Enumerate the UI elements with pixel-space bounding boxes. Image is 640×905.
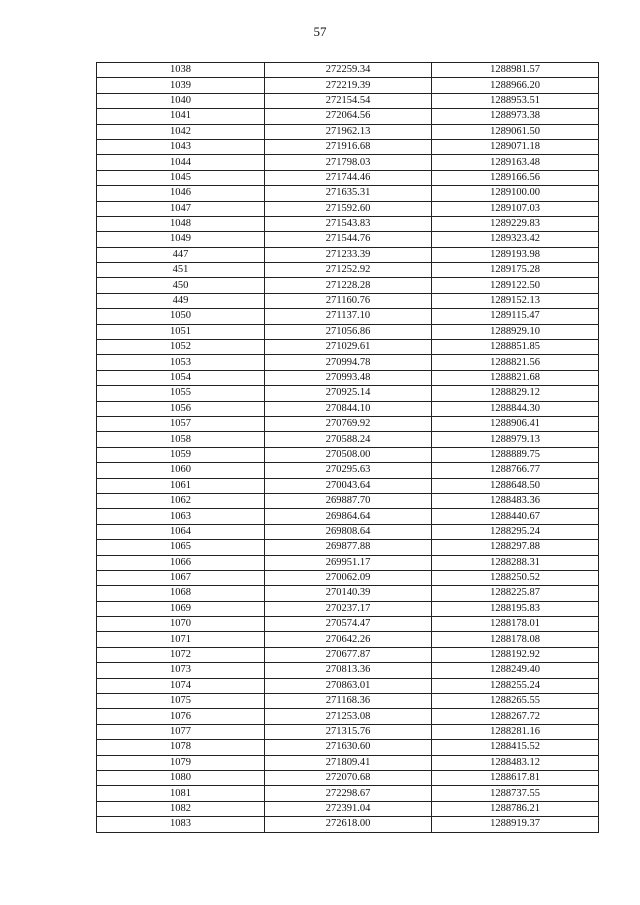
table-row (97, 432, 599, 447)
point-number-cell: 1039 (97, 78, 265, 93)
y-coordinate-cell: 1288953.51 (432, 93, 599, 108)
y-coordinate-cell: 1288178.08 (432, 632, 599, 647)
y-coordinate-cell: 1288737.55 (432, 786, 599, 801)
table-row (97, 216, 599, 231)
point-number-cell: 1063 (97, 509, 265, 524)
x-coordinate-cell: 271056.86 (265, 324, 432, 339)
table-row (97, 263, 599, 278)
table-row (97, 63, 599, 78)
y-coordinate-cell: 1288267.72 (432, 709, 599, 724)
point-number-cell: 1057 (97, 416, 265, 431)
x-coordinate-cell: 272219.39 (265, 78, 432, 93)
table-row (97, 355, 599, 370)
y-coordinate-cell: 1288821.68 (432, 370, 599, 385)
point-number-cell: 1083 (97, 817, 265, 832)
x-coordinate-cell: 270863.01 (265, 678, 432, 693)
y-coordinate-cell: 1288766.77 (432, 463, 599, 478)
table-row (97, 463, 599, 478)
x-coordinate-cell: 271630.60 (265, 740, 432, 755)
point-number-cell: 1058 (97, 432, 265, 447)
table-row (97, 694, 599, 709)
x-coordinate-cell: 270844.10 (265, 401, 432, 416)
x-coordinate-cell: 271168.36 (265, 694, 432, 709)
y-coordinate-cell: 1288821.56 (432, 355, 599, 370)
point-number-cell: 447 (97, 247, 265, 262)
x-coordinate-cell: 271744.46 (265, 170, 432, 185)
x-coordinate-cell: 270062.09 (265, 570, 432, 585)
y-coordinate-cell: 1288195.83 (432, 601, 599, 616)
y-coordinate-cell: 1289071.18 (432, 139, 599, 154)
x-coordinate-cell: 270043.64 (265, 478, 432, 493)
point-number-cell: 1045 (97, 170, 265, 185)
x-coordinate-cell: 271233.39 (265, 247, 432, 262)
table-row (97, 186, 599, 201)
table-row (97, 570, 599, 585)
y-coordinate-cell: 1288297.88 (432, 540, 599, 555)
x-coordinate-cell: 271798.03 (265, 155, 432, 170)
x-coordinate-cell: 270642.26 (265, 632, 432, 647)
x-coordinate-cell: 270813.36 (265, 663, 432, 678)
y-coordinate-cell: 1288265.55 (432, 694, 599, 709)
table-row (97, 416, 599, 431)
x-coordinate-cell: 270994.78 (265, 355, 432, 370)
point-number-cell: 451 (97, 263, 265, 278)
y-coordinate-cell: 1288966.20 (432, 78, 599, 93)
table-row (97, 324, 599, 339)
y-coordinate-cell: 1288906.41 (432, 416, 599, 431)
point-number-cell: 1049 (97, 232, 265, 247)
point-number-cell: 1071 (97, 632, 265, 647)
point-number-cell: 1065 (97, 540, 265, 555)
x-coordinate-cell: 270574.47 (265, 617, 432, 632)
x-coordinate-cell: 271635.31 (265, 186, 432, 201)
table-row (97, 617, 599, 632)
table-row (97, 309, 599, 324)
point-number-cell: 1043 (97, 139, 265, 154)
coordinates-table (96, 62, 599, 833)
x-coordinate-cell: 272618.00 (265, 817, 432, 832)
x-coordinate-cell: 270925.14 (265, 386, 432, 401)
x-coordinate-cell: 271592.60 (265, 201, 432, 216)
table-row (97, 232, 599, 247)
x-coordinate-cell: 269951.17 (265, 555, 432, 570)
point-number-cell: 1041 (97, 109, 265, 124)
y-coordinate-cell: 1288192.92 (432, 647, 599, 662)
x-coordinate-cell: 272154.54 (265, 93, 432, 108)
y-coordinate-cell: 1289229.83 (432, 216, 599, 231)
point-number-cell: 1050 (97, 309, 265, 324)
y-coordinate-cell: 1288919.37 (432, 817, 599, 832)
point-number-cell: 1076 (97, 709, 265, 724)
x-coordinate-cell: 271228.28 (265, 278, 432, 293)
point-number-cell: 1061 (97, 478, 265, 493)
y-coordinate-cell: 1288483.12 (432, 755, 599, 770)
y-coordinate-cell: 1289061.50 (432, 124, 599, 139)
x-coordinate-cell: 270508.00 (265, 447, 432, 462)
point-number-cell: 1056 (97, 401, 265, 416)
y-coordinate-cell: 1288889.75 (432, 447, 599, 462)
table-row (97, 724, 599, 739)
point-number-cell: 1069 (97, 601, 265, 616)
y-coordinate-cell: 1289323.42 (432, 232, 599, 247)
point-number-cell: 1051 (97, 324, 265, 339)
x-coordinate-cell: 271137.10 (265, 309, 432, 324)
point-number-cell: 1066 (97, 555, 265, 570)
point-number-cell: 1068 (97, 586, 265, 601)
x-coordinate-cell: 272259.34 (265, 63, 432, 78)
x-coordinate-cell: 271916.68 (265, 139, 432, 154)
table-row (97, 155, 599, 170)
table-row (97, 678, 599, 693)
table-row (97, 478, 599, 493)
table-row (97, 109, 599, 124)
y-coordinate-cell: 1289107.03 (432, 201, 599, 216)
table-row (97, 170, 599, 185)
table-row (97, 801, 599, 816)
point-number-cell: 1073 (97, 663, 265, 678)
x-coordinate-cell: 270677.87 (265, 647, 432, 662)
point-number-cell: 1052 (97, 340, 265, 355)
table-row (97, 386, 599, 401)
point-number-cell: 1064 (97, 524, 265, 539)
point-number-cell: 1070 (97, 617, 265, 632)
x-coordinate-cell: 272391.04 (265, 801, 432, 816)
x-coordinate-cell: 271160.76 (265, 293, 432, 308)
point-number-cell: 1067 (97, 570, 265, 585)
y-coordinate-cell: 1289175.28 (432, 263, 599, 278)
x-coordinate-cell: 270237.17 (265, 601, 432, 616)
table-row (97, 524, 599, 539)
x-coordinate-cell: 271253.08 (265, 709, 432, 724)
table-row (97, 709, 599, 724)
table-row (97, 647, 599, 662)
y-coordinate-cell: 1288225.87 (432, 586, 599, 601)
y-coordinate-cell: 1289166.56 (432, 170, 599, 185)
table-row (97, 493, 599, 508)
y-coordinate-cell: 1288249.40 (432, 663, 599, 678)
y-coordinate-cell: 1289152.13 (432, 293, 599, 308)
table-row (97, 401, 599, 416)
y-coordinate-cell: 1288415.52 (432, 740, 599, 755)
point-number-cell: 1046 (97, 186, 265, 201)
x-coordinate-cell: 271544.76 (265, 232, 432, 247)
x-coordinate-cell: 269864.64 (265, 509, 432, 524)
x-coordinate-cell: 270588.24 (265, 432, 432, 447)
point-number-cell: 1054 (97, 370, 265, 385)
y-coordinate-cell: 1288178.01 (432, 617, 599, 632)
point-number-cell: 1079 (97, 755, 265, 770)
y-coordinate-cell: 1289193.98 (432, 247, 599, 262)
y-coordinate-cell: 1288483.36 (432, 493, 599, 508)
table-row (97, 293, 599, 308)
table-row (97, 755, 599, 770)
table-row (97, 770, 599, 785)
point-number-cell: 1072 (97, 647, 265, 662)
point-number-cell: 1074 (97, 678, 265, 693)
table-row (97, 586, 599, 601)
x-coordinate-cell: 272064.56 (265, 109, 432, 124)
point-number-cell: 1038 (97, 63, 265, 78)
table-row (97, 540, 599, 555)
point-number-cell: 1082 (97, 801, 265, 816)
point-number-cell: 1042 (97, 124, 265, 139)
table-row (97, 817, 599, 832)
x-coordinate-cell: 271962.13 (265, 124, 432, 139)
point-number-cell: 450 (97, 278, 265, 293)
table-row (97, 78, 599, 93)
table-row (97, 632, 599, 647)
table-row (97, 601, 599, 616)
x-coordinate-cell: 271809.41 (265, 755, 432, 770)
coordinates-table-body (97, 63, 599, 833)
x-coordinate-cell: 271315.76 (265, 724, 432, 739)
point-number-cell: 1053 (97, 355, 265, 370)
table-row (97, 139, 599, 154)
page-number: 57 (313, 24, 327, 39)
table-row (97, 278, 599, 293)
point-number-cell: 1077 (97, 724, 265, 739)
y-coordinate-cell: 1288440.67 (432, 509, 599, 524)
table-row (97, 740, 599, 755)
table-row (97, 663, 599, 678)
y-coordinate-cell: 1288281.16 (432, 724, 599, 739)
x-coordinate-cell: 271029.61 (265, 340, 432, 355)
y-coordinate-cell: 1288973.38 (432, 109, 599, 124)
table-row (97, 786, 599, 801)
x-coordinate-cell: 271252.92 (265, 263, 432, 278)
y-coordinate-cell: 1288844.30 (432, 401, 599, 416)
point-number-cell: 449 (97, 293, 265, 308)
y-coordinate-cell: 1288786.21 (432, 801, 599, 816)
table-row (97, 124, 599, 139)
point-number-cell: 1044 (97, 155, 265, 170)
point-number-cell: 1059 (97, 447, 265, 462)
y-coordinate-cell: 1289122.50 (432, 278, 599, 293)
y-coordinate-cell: 1288979.13 (432, 432, 599, 447)
y-coordinate-cell: 1288648.50 (432, 478, 599, 493)
point-number-cell: 1060 (97, 463, 265, 478)
y-coordinate-cell: 1288929.10 (432, 324, 599, 339)
x-coordinate-cell: 270140.39 (265, 586, 432, 601)
y-coordinate-cell: 1288851.85 (432, 340, 599, 355)
x-coordinate-cell: 269877.88 (265, 540, 432, 555)
point-number-cell: 1062 (97, 493, 265, 508)
x-coordinate-cell: 272070.68 (265, 770, 432, 785)
point-number-cell: 1081 (97, 786, 265, 801)
y-coordinate-cell: 1289115.47 (432, 309, 599, 324)
table-row (97, 370, 599, 385)
table-row (97, 509, 599, 524)
point-number-cell: 1075 (97, 694, 265, 709)
y-coordinate-cell: 1288829.12 (432, 386, 599, 401)
x-coordinate-cell: 269887.70 (265, 493, 432, 508)
y-coordinate-cell: 1289100.00 (432, 186, 599, 201)
point-number-cell: 1047 (97, 201, 265, 216)
table-row (97, 340, 599, 355)
table-row (97, 247, 599, 262)
point-number-cell: 1080 (97, 770, 265, 785)
y-coordinate-cell: 1288617.81 (432, 770, 599, 785)
y-coordinate-cell: 1288250.52 (432, 570, 599, 585)
y-coordinate-cell: 1288288.31 (432, 555, 599, 570)
x-coordinate-cell: 270993.48 (265, 370, 432, 385)
point-number-cell: 1040 (97, 93, 265, 108)
table-row (97, 555, 599, 570)
x-coordinate-cell: 271543.83 (265, 216, 432, 231)
y-coordinate-cell: 1289163.48 (432, 155, 599, 170)
y-coordinate-cell: 1288981.57 (432, 63, 599, 78)
y-coordinate-cell: 1288255.24 (432, 678, 599, 693)
x-coordinate-cell: 269808.64 (265, 524, 432, 539)
point-number-cell: 1078 (97, 740, 265, 755)
table-row (97, 447, 599, 462)
point-number-cell: 1055 (97, 386, 265, 401)
y-coordinate-cell: 1288295.24 (432, 524, 599, 539)
table-row (97, 201, 599, 216)
point-number-cell: 1048 (97, 216, 265, 231)
x-coordinate-cell: 270769.92 (265, 416, 432, 431)
x-coordinate-cell: 272298.67 (265, 786, 432, 801)
table-row (97, 93, 599, 108)
x-coordinate-cell: 270295.63 (265, 463, 432, 478)
